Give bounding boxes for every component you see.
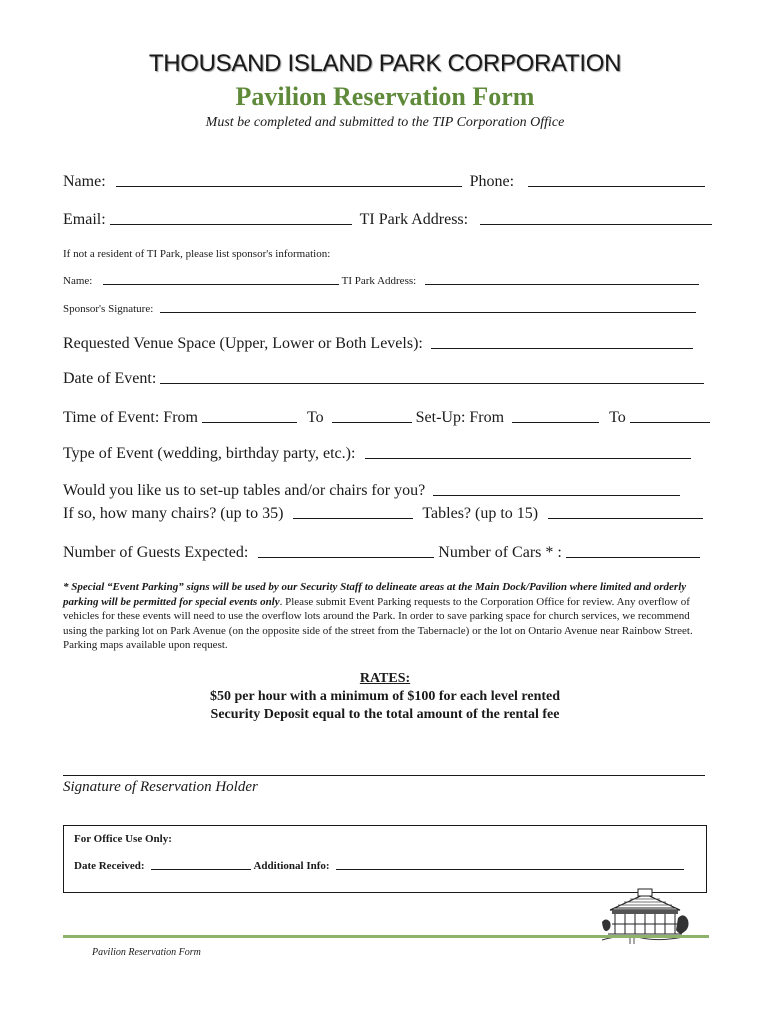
date-label: Date of Event: <box>63 370 157 387</box>
setup-to-label: To <box>609 409 626 426</box>
additional-info-label: Additional Info: <box>253 860 330 872</box>
name-field[interactable] <box>116 185 462 187</box>
rates-heading: RATES: <box>359 671 411 686</box>
phone-field[interactable] <box>528 185 705 187</box>
type-field[interactable] <box>365 457 691 459</box>
rates-line-1: $50 per hour with a minimum of $100 for each level rented <box>209 689 561 704</box>
sponsor-name-field[interactable] <box>103 283 339 285</box>
email-field[interactable] <box>110 223 352 225</box>
time-row <box>63 409 705 427</box>
parking-note <box>63 580 705 653</box>
sponsor-signature-row <box>63 303 705 315</box>
ti-address-field[interactable] <box>480 223 712 225</box>
name-phone-row <box>63 173 705 191</box>
chairs-label: If so, how many chairs? (up to 35) <box>63 505 284 522</box>
guests-cars-row <box>63 544 705 562</box>
parking-body: . Please submit Event Parking requests to the Corporation Office for review. Any overflow of vehicles for these events will need to use the overflow lots around the Park. In order to save parking space for church services, we recommend using the parking lot on Park Avenue (on the opposite side of the street from the Tabernacle) or the lot on Ontario Avenue near Rainbow Street. Parking maps available upon request. <box>63 595 693 651</box>
type-row <box>63 445 705 463</box>
guests-label: Number of Guests Expected: <box>63 544 249 561</box>
venue-label: Requested Venue Space (Upper, Lower or Both Levels): <box>63 335 423 352</box>
date-field[interactable] <box>160 382 704 384</box>
sponsor-address-field[interactable] <box>425 283 699 285</box>
office-use-box <box>63 825 707 893</box>
date-received-field[interactable] <box>151 868 251 870</box>
setup-from-field[interactable] <box>512 421 599 423</box>
type-label: Type of Event (wedding, birthday party, etc.): <box>63 445 356 462</box>
setup-question-label: Would you like us to set-up tables and/or chairs for you? <box>63 482 426 499</box>
additional-info-field[interactable] <box>336 868 684 870</box>
tables-label: Tables? (up to 15) <box>422 505 539 522</box>
cars-label: Number of Cars * : <box>438 544 562 561</box>
rates-block <box>0 670 770 724</box>
ti-address-label: TI Park Address: <box>359 211 469 228</box>
date-received-label: Date Received: <box>74 860 145 872</box>
footer-divider <box>63 935 709 938</box>
email-address-row <box>63 211 705 229</box>
submission-note: Must be completed and submitted to the TIP Corporation Office <box>205 115 565 130</box>
time-from-field[interactable] <box>202 421 297 423</box>
footer-label: Pavilion Reservation Form <box>92 947 201 958</box>
signature-label: Signature of Reservation Holder <box>63 779 258 795</box>
sponsor-signature-field[interactable] <box>160 311 696 313</box>
name-label: Name: <box>63 173 106 190</box>
phone-label: Phone: <box>469 173 515 190</box>
signature-line[interactable] <box>63 775 705 776</box>
venue-row <box>63 335 705 353</box>
office-use-row <box>74 860 684 872</box>
sponsor-address-label: TI Park Address: <box>341 275 417 287</box>
chairs-field[interactable] <box>293 517 413 519</box>
time-to-label: To <box>306 409 324 426</box>
sponsor-signature-label: Sponsor's Signature: <box>63 303 154 315</box>
time-from-label: Time of Event: From <box>63 409 198 426</box>
setup-question-field[interactable] <box>433 494 680 496</box>
sponsor-intro: If not a resident of TI Park, please list sponsor's information: <box>63 248 331 260</box>
rates-line-2: Security Deposit equal to the total amount of the rental fee <box>210 707 560 722</box>
parking-emphasis: * Special “Event Parking” signs will be used by our Security Staff to delineate areas at the Main Dock/Pavilion where limited and orderly parking will be permitted for special events only <box>63 581 687 608</box>
tables-field[interactable] <box>548 517 703 519</box>
cars-field[interactable] <box>566 556 700 558</box>
setup-to-field[interactable] <box>630 421 710 423</box>
venue-field[interactable] <box>431 347 693 349</box>
setup-from-label: Set-Up: From <box>415 409 505 426</box>
email-label: Email: <box>63 211 106 228</box>
guests-field[interactable] <box>258 556 434 558</box>
chairs-tables-row <box>63 505 705 523</box>
date-row <box>63 370 705 388</box>
organization-title: THOUSAND ISLAND PARK CORPORATION <box>148 50 622 77</box>
office-use-title: For Office Use Only: <box>74 833 172 845</box>
form-title: Pavilion Reservation Form <box>235 82 535 111</box>
time-to-field[interactable] <box>332 421 412 423</box>
setup-question-row <box>63 482 705 500</box>
sponsor-name-row <box>63 275 705 287</box>
sponsor-name-label: Name: <box>63 275 93 287</box>
